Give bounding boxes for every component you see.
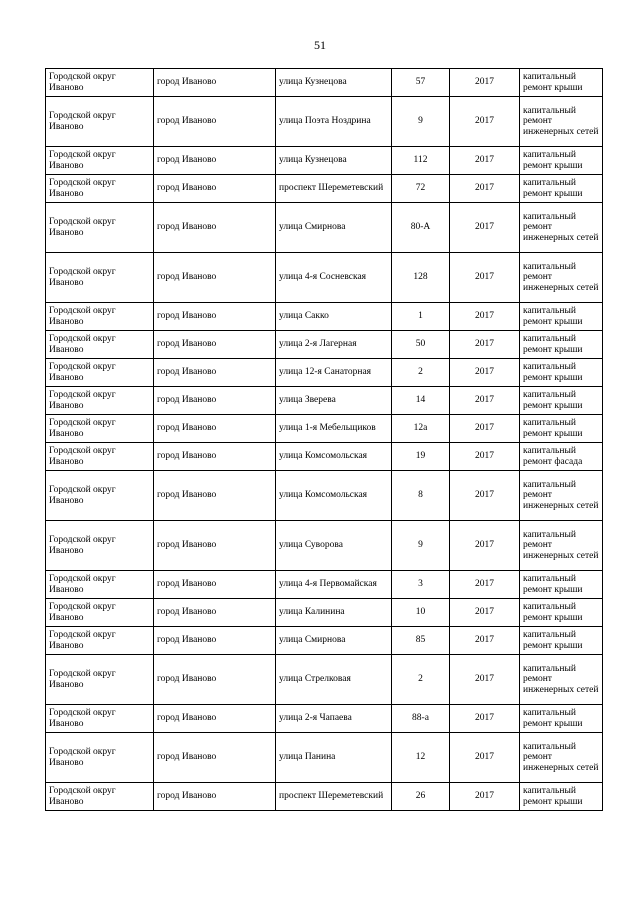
house-number-cell: 1 — [392, 303, 450, 331]
house-number-cell: 8 — [392, 471, 450, 521]
table-row — [46, 783, 603, 811]
table-row — [46, 571, 603, 599]
table-row — [46, 415, 603, 443]
city-cell: город Иваново — [154, 175, 276, 203]
repairs-table — [45, 68, 603, 811]
year-cell: 2017 — [450, 415, 520, 443]
table-row — [46, 705, 603, 733]
street-cell: улица 1-я Мебельщиков — [276, 415, 392, 443]
street-cell: улица Калинина — [276, 599, 392, 627]
table-row — [46, 175, 603, 203]
work-type-cell: капитальный ремонт инженерных сетей — [520, 521, 603, 571]
year-cell: 2017 — [450, 331, 520, 359]
district-cell: Городской округ Иваново — [46, 69, 154, 97]
house-number-cell: 2 — [392, 655, 450, 705]
work-type-cell: капитальный ремонт крыши — [520, 571, 603, 599]
year-cell: 2017 — [450, 303, 520, 331]
page-number: 51 — [314, 38, 326, 52]
house-number-cell: 14 — [392, 387, 450, 415]
district-cell: Городской округ Иваново — [46, 599, 154, 627]
city-cell: город Иваново — [154, 359, 276, 387]
district-cell: Городской округ Иваново — [46, 359, 154, 387]
year-cell: 2017 — [450, 203, 520, 253]
table-row — [46, 359, 603, 387]
year-cell: 2017 — [450, 733, 520, 783]
street-cell: улица 2-я Лагерная — [276, 331, 392, 359]
district-cell: Городской округ Иваново — [46, 783, 154, 811]
repairs-table-body — [46, 69, 603, 811]
work-type-cell: капитальный ремонт инженерных сетей — [520, 471, 603, 521]
house-number-cell: 85 — [392, 627, 450, 655]
house-number-cell: 2 — [392, 359, 450, 387]
table-row — [46, 443, 603, 471]
work-type-cell: капитальный ремонт крыши — [520, 627, 603, 655]
house-number-cell: 9 — [392, 521, 450, 571]
house-number-cell: 3 — [392, 571, 450, 599]
street-cell: улица Стрелковая — [276, 655, 392, 705]
year-cell: 2017 — [450, 147, 520, 175]
table-row — [46, 655, 603, 705]
year-cell: 2017 — [450, 655, 520, 705]
year-cell: 2017 — [450, 253, 520, 303]
street-cell: улица Панина — [276, 733, 392, 783]
city-cell: город Иваново — [154, 599, 276, 627]
street-cell: улица 2-я Чапаева — [276, 705, 392, 733]
table-row — [46, 97, 603, 147]
district-cell: Городской округ Иваново — [46, 97, 154, 147]
district-cell: Городской округ Иваново — [46, 175, 154, 203]
work-type-cell: капитальный ремонт инженерных сетей — [520, 253, 603, 303]
district-cell: Городской округ Иваново — [46, 253, 154, 303]
year-cell: 2017 — [450, 521, 520, 571]
district-cell: Городской округ Иваново — [46, 521, 154, 571]
city-cell: город Иваново — [154, 443, 276, 471]
city-cell: город Иваново — [154, 415, 276, 443]
street-cell: улица 4-я Сосневская — [276, 253, 392, 303]
work-type-cell: капитальный ремонт крыши — [520, 303, 603, 331]
district-cell: Городской округ Иваново — [46, 387, 154, 415]
district-cell: Городской округ Иваново — [46, 203, 154, 253]
table-row — [46, 471, 603, 521]
work-type-cell: капитальный ремонт инженерных сетей — [520, 655, 603, 705]
district-cell: Городской округ Иваново — [46, 471, 154, 521]
house-number-cell: 19 — [392, 443, 450, 471]
work-type-cell: капитальный ремонт крыши — [520, 147, 603, 175]
city-cell: город Иваново — [154, 705, 276, 733]
work-type-cell: капитальный ремонт инженерных сетей — [520, 733, 603, 783]
house-number-cell: 80-А — [392, 203, 450, 253]
city-cell: город Иваново — [154, 147, 276, 175]
city-cell: город Иваново — [154, 521, 276, 571]
district-cell: Городской округ Иваново — [46, 705, 154, 733]
city-cell: город Иваново — [154, 471, 276, 521]
district-cell: Городской округ Иваново — [46, 147, 154, 175]
year-cell: 2017 — [450, 627, 520, 655]
work-type-cell: капитальный ремонт крыши — [520, 387, 603, 415]
table-row — [46, 387, 603, 415]
house-number-cell: 57 — [392, 69, 450, 97]
table-row — [46, 203, 603, 253]
street-cell: улица Комсомольская — [276, 443, 392, 471]
work-type-cell: капитальный ремонт крыши — [520, 359, 603, 387]
work-type-cell: капитальный ремонт фасада — [520, 443, 603, 471]
table-row — [46, 69, 603, 97]
work-type-cell: капитальный ремонт крыши — [520, 599, 603, 627]
house-number-cell: 72 — [392, 175, 450, 203]
house-number-cell: 128 — [392, 253, 450, 303]
district-cell: Городской округ Иваново — [46, 443, 154, 471]
city-cell: город Иваново — [154, 387, 276, 415]
city-cell: город Иваново — [154, 655, 276, 705]
work-type-cell: капитальный ремонт инженерных сетей — [520, 97, 603, 147]
year-cell: 2017 — [450, 175, 520, 203]
city-cell: город Иваново — [154, 733, 276, 783]
street-cell: улица Кузнецова — [276, 147, 392, 175]
year-cell: 2017 — [450, 387, 520, 415]
year-cell: 2017 — [450, 443, 520, 471]
table-row — [46, 331, 603, 359]
street-cell: улица Смирнова — [276, 203, 392, 253]
house-number-cell: 10 — [392, 599, 450, 627]
table-row — [46, 521, 603, 571]
district-cell: Городской округ Иваново — [46, 303, 154, 331]
house-number-cell: 12 — [392, 733, 450, 783]
city-cell: город Иваново — [154, 783, 276, 811]
house-number-cell: 12а — [392, 415, 450, 443]
district-cell: Городской округ Иваново — [46, 571, 154, 599]
work-type-cell: капитальный ремонт инженерных сетей — [520, 203, 603, 253]
city-cell: город Иваново — [154, 571, 276, 599]
city-cell: город Иваново — [154, 69, 276, 97]
work-type-cell: капитальный ремонт крыши — [520, 783, 603, 811]
street-cell: улица Суворова — [276, 521, 392, 571]
street-cell: улица Поэта Ноздрина — [276, 97, 392, 147]
street-cell: улица 12-я Санаторная — [276, 359, 392, 387]
year-cell: 2017 — [450, 69, 520, 97]
district-cell: Городской округ Иваново — [46, 655, 154, 705]
street-cell: улица Зверева — [276, 387, 392, 415]
house-number-cell: 50 — [392, 331, 450, 359]
street-cell: улица Кузнецова — [276, 69, 392, 97]
work-type-cell: капитальный ремонт крыши — [520, 69, 603, 97]
house-number-cell: 26 — [392, 783, 450, 811]
street-cell: улица Смирнова — [276, 627, 392, 655]
city-cell: город Иваново — [154, 97, 276, 147]
table-row — [46, 599, 603, 627]
street-cell: проспект Шереметевский — [276, 175, 392, 203]
street-cell: проспект Шереметевский — [276, 783, 392, 811]
year-cell: 2017 — [450, 97, 520, 147]
work-type-cell: капитальный ремонт крыши — [520, 415, 603, 443]
district-cell: Городской округ Иваново — [46, 415, 154, 443]
year-cell: 2017 — [450, 471, 520, 521]
table-row — [46, 733, 603, 783]
table-row — [46, 627, 603, 655]
work-type-cell: капитальный ремонт крыши — [520, 175, 603, 203]
street-cell: улица Сакко — [276, 303, 392, 331]
street-cell: улица Комсомольская — [276, 471, 392, 521]
table-row — [46, 303, 603, 331]
table-row — [46, 147, 603, 175]
year-cell: 2017 — [450, 359, 520, 387]
street-cell: улица 4-я Первомайская — [276, 571, 392, 599]
city-cell: город Иваново — [154, 303, 276, 331]
house-number-cell: 88-а — [392, 705, 450, 733]
work-type-cell: капитальный ремонт крыши — [520, 705, 603, 733]
district-cell: Городской округ Иваново — [46, 733, 154, 783]
house-number-cell: 112 — [392, 147, 450, 175]
district-cell: Городской округ Иваново — [46, 331, 154, 359]
year-cell: 2017 — [450, 599, 520, 627]
city-cell: город Иваново — [154, 203, 276, 253]
house-number-cell: 9 — [392, 97, 450, 147]
year-cell: 2017 — [450, 705, 520, 733]
city-cell: город Иваново — [154, 331, 276, 359]
city-cell: город Иваново — [154, 627, 276, 655]
district-cell: Городской округ Иваново — [46, 627, 154, 655]
table-row — [46, 253, 603, 303]
work-type-cell: капитальный ремонт крыши — [520, 331, 603, 359]
year-cell: 2017 — [450, 783, 520, 811]
year-cell: 2017 — [450, 571, 520, 599]
city-cell: город Иваново — [154, 253, 276, 303]
